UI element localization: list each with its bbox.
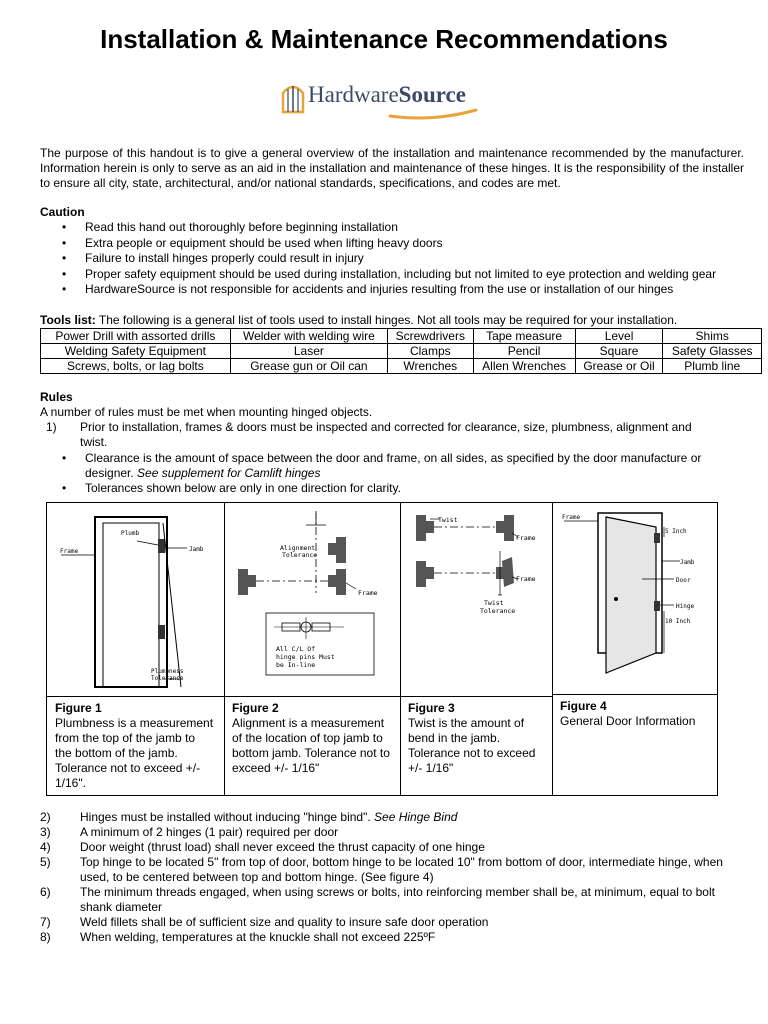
hinge-label: Hinge — [676, 603, 695, 610]
table-cell: Tape measure — [473, 329, 575, 344]
table-cell: Shims — [663, 329, 762, 344]
table-cell: Level — [575, 329, 663, 344]
list-item: • Read this hand out thoroughly before beginning installation — [40, 220, 720, 236]
table-cell: Wrenches — [388, 359, 473, 374]
jamb-label: Jamb — [680, 559, 695, 566]
figures-table — [46, 502, 718, 796]
rule-number: 1) — [46, 420, 57, 434]
alignment-label: Alignment — [280, 544, 316, 552]
figure-4-cell — [552, 503, 717, 795]
list-item: • Tolerances shown below are only in one direction for clarity. — [40, 481, 720, 496]
list-item: 3) A minimum of 2 hinges (1 pair) required per door — [40, 825, 339, 839]
rule-1-text: Prior to installation, frames & doors must be inspected and corrected for clearance, size, plumbness, alignment and twist. — [80, 420, 692, 449]
table-cell: Clamps — [388, 344, 473, 359]
twist-tolerance-label: Twist — [484, 599, 504, 607]
table-cell: Square — [575, 344, 663, 359]
list-item: 7) Weld fillets shall be of sufficient size and quality to insure safe door operation — [40, 915, 489, 929]
frame-label: Frame — [516, 575, 536, 583]
rules-heading: Rules — [40, 390, 73, 404]
list-item: • Proper safety equipment should be used during installation, including but not limited to eye protection and welding gear — [40, 267, 720, 283]
list-item: 2) Hinges must be installed without inducing "hinge bind". See Hinge Bind — [40, 810, 458, 824]
bottom-distance-label: 10 Inch — [665, 618, 691, 625]
table-row — [41, 359, 762, 374]
list-item: 5) Top hinge to be located 5" from top of door, bottom hinge to be located 10" from bottom of door, intermediate hinge, when used, to be centered between top and bottom hinge. (See figure 4) — [40, 855, 723, 884]
arched-window-icon — [280, 80, 306, 114]
list-item: • HardwareSource is not responsible for accidents and injuries resulting from the use or installation of our hinges — [40, 282, 720, 298]
jamb-label: Jamb — [189, 546, 204, 553]
table-cell: Welder with welding wire — [230, 329, 387, 344]
figure-4-door-diagram — [552, 503, 717, 695]
table-cell: Screws, bolts, or lag bolts — [41, 359, 231, 374]
note-line: hinge pins Must — [276, 653, 335, 661]
figure-2-alignment-diagram — [224, 503, 400, 695]
list-item: • Clearance is the amount of space between the door and frame, on all sides, as specified by the door manufacture or designer. See supplement for Camlift hinges — [40, 451, 720, 481]
table-cell: Plumb line — [663, 359, 762, 374]
table-cell: Grease gun or Oil can — [230, 359, 387, 374]
list-item: • Failure to install hinges properly could result in injury — [40, 251, 720, 267]
note-line: All C/L Of — [276, 645, 316, 653]
caution-list — [40, 220, 720, 298]
figure-1-plumbness-diagram — [47, 503, 224, 695]
figure-divider — [552, 694, 717, 695]
note-line: be In-line — [276, 661, 316, 669]
frame-label: Frame — [562, 514, 581, 521]
list-item: • Extra people or equipment should be used when lifting heavy doors — [40, 236, 720, 252]
page-title: Installation & Maintenance Recommendations — [100, 24, 668, 54]
figure-3-caption: Figure 3 Twist is the amount of bend in the jamb. Tolerance not to exceed +/- 1/16" — [408, 701, 536, 775]
table-cell: Screwdrivers — [388, 329, 473, 344]
twist-tolerance-label: Tolerance — [480, 607, 516, 615]
intro-paragraph: The purpose of this handout is to give a general overview of the installation and maintenance recommended by the manufacturer. Information herein is only to serve as an aid in the installation and maintenance of these hinges. It is the responsibility of the installer to ensure all city, state, architectural, and/or national standards, specifications, and codes are met. — [40, 146, 744, 190]
plumb-label: Plumb — [121, 530, 140, 537]
frame-label: Frame — [60, 548, 79, 555]
rules-list — [40, 810, 740, 945]
twist-label: Twist — [438, 516, 458, 524]
logo-wordmark: HardwareSource — [308, 82, 466, 107]
list-item: 4) Door weight (thrust load) shall never exceed the thrust capacity of one hinge — [40, 840, 485, 854]
list-item: 6) The minimum threads engaged, when using screws or bolts, into reinforcing member shall be, at minimum, equal to bolt shank diameter — [40, 885, 715, 914]
top-distance-label: 5 Inch — [665, 528, 687, 535]
caution-heading: Caution — [40, 205, 85, 219]
figure-2-caption: Figure 2 Alignment is a measurement of the location of top jamb to bottom jamb. Tolerance not to exceed +/- 1/16" — [232, 701, 390, 775]
tolerance-label: Plumbness — [151, 668, 184, 675]
table-cell: Pencil — [473, 344, 575, 359]
figure-4-caption: Figure 4 General Door Information — [560, 699, 696, 728]
tolerance-label: Tolerance — [282, 551, 318, 559]
figure-1-caption: Figure 1 Plumbness is a measurement from the top of the jamb to the bottom of the jamb. Tolerance not to exceed +/- 1/16". — [55, 701, 214, 790]
list-item: 8) When welding, temperatures at the knuckle shall not exceed 225ºF — [40, 930, 436, 944]
table-row — [41, 344, 762, 359]
table-cell: Safety Glasses — [663, 344, 762, 359]
table-cell: Grease or Oil — [575, 359, 663, 374]
tools-intro: Tools list: The following is a general list of tools used to install hinges. Not all tools may be required for your installation. — [40, 313, 678, 327]
figure-3-twist-diagram — [400, 503, 552, 695]
rules-intro: A number of rules must be met when mounting hinged objects. — [40, 405, 373, 419]
table-cell: Laser — [230, 344, 387, 359]
door-label: Door — [676, 577, 691, 584]
tolerance-label: Tolerance — [151, 675, 184, 682]
frame-label: Frame — [516, 534, 536, 542]
tools-table — [40, 328, 762, 374]
table-cell: Welding Safety Equipment — [41, 344, 231, 359]
figure-2-cell — [224, 503, 401, 795]
table-cell: Power Drill with assorted drills — [41, 329, 231, 344]
table-row — [41, 329, 762, 344]
frame-label: Frame — [358, 589, 378, 597]
rule-1-sublist — [40, 451, 720, 496]
hardwaresource-logo — [280, 78, 480, 120]
figure-3-cell — [400, 503, 553, 795]
logo-swoosh-icon — [388, 108, 478, 120]
figure-divider — [47, 696, 552, 697]
figure-1-cell — [47, 503, 225, 795]
table-cell: Allen Wrenches — [473, 359, 575, 374]
